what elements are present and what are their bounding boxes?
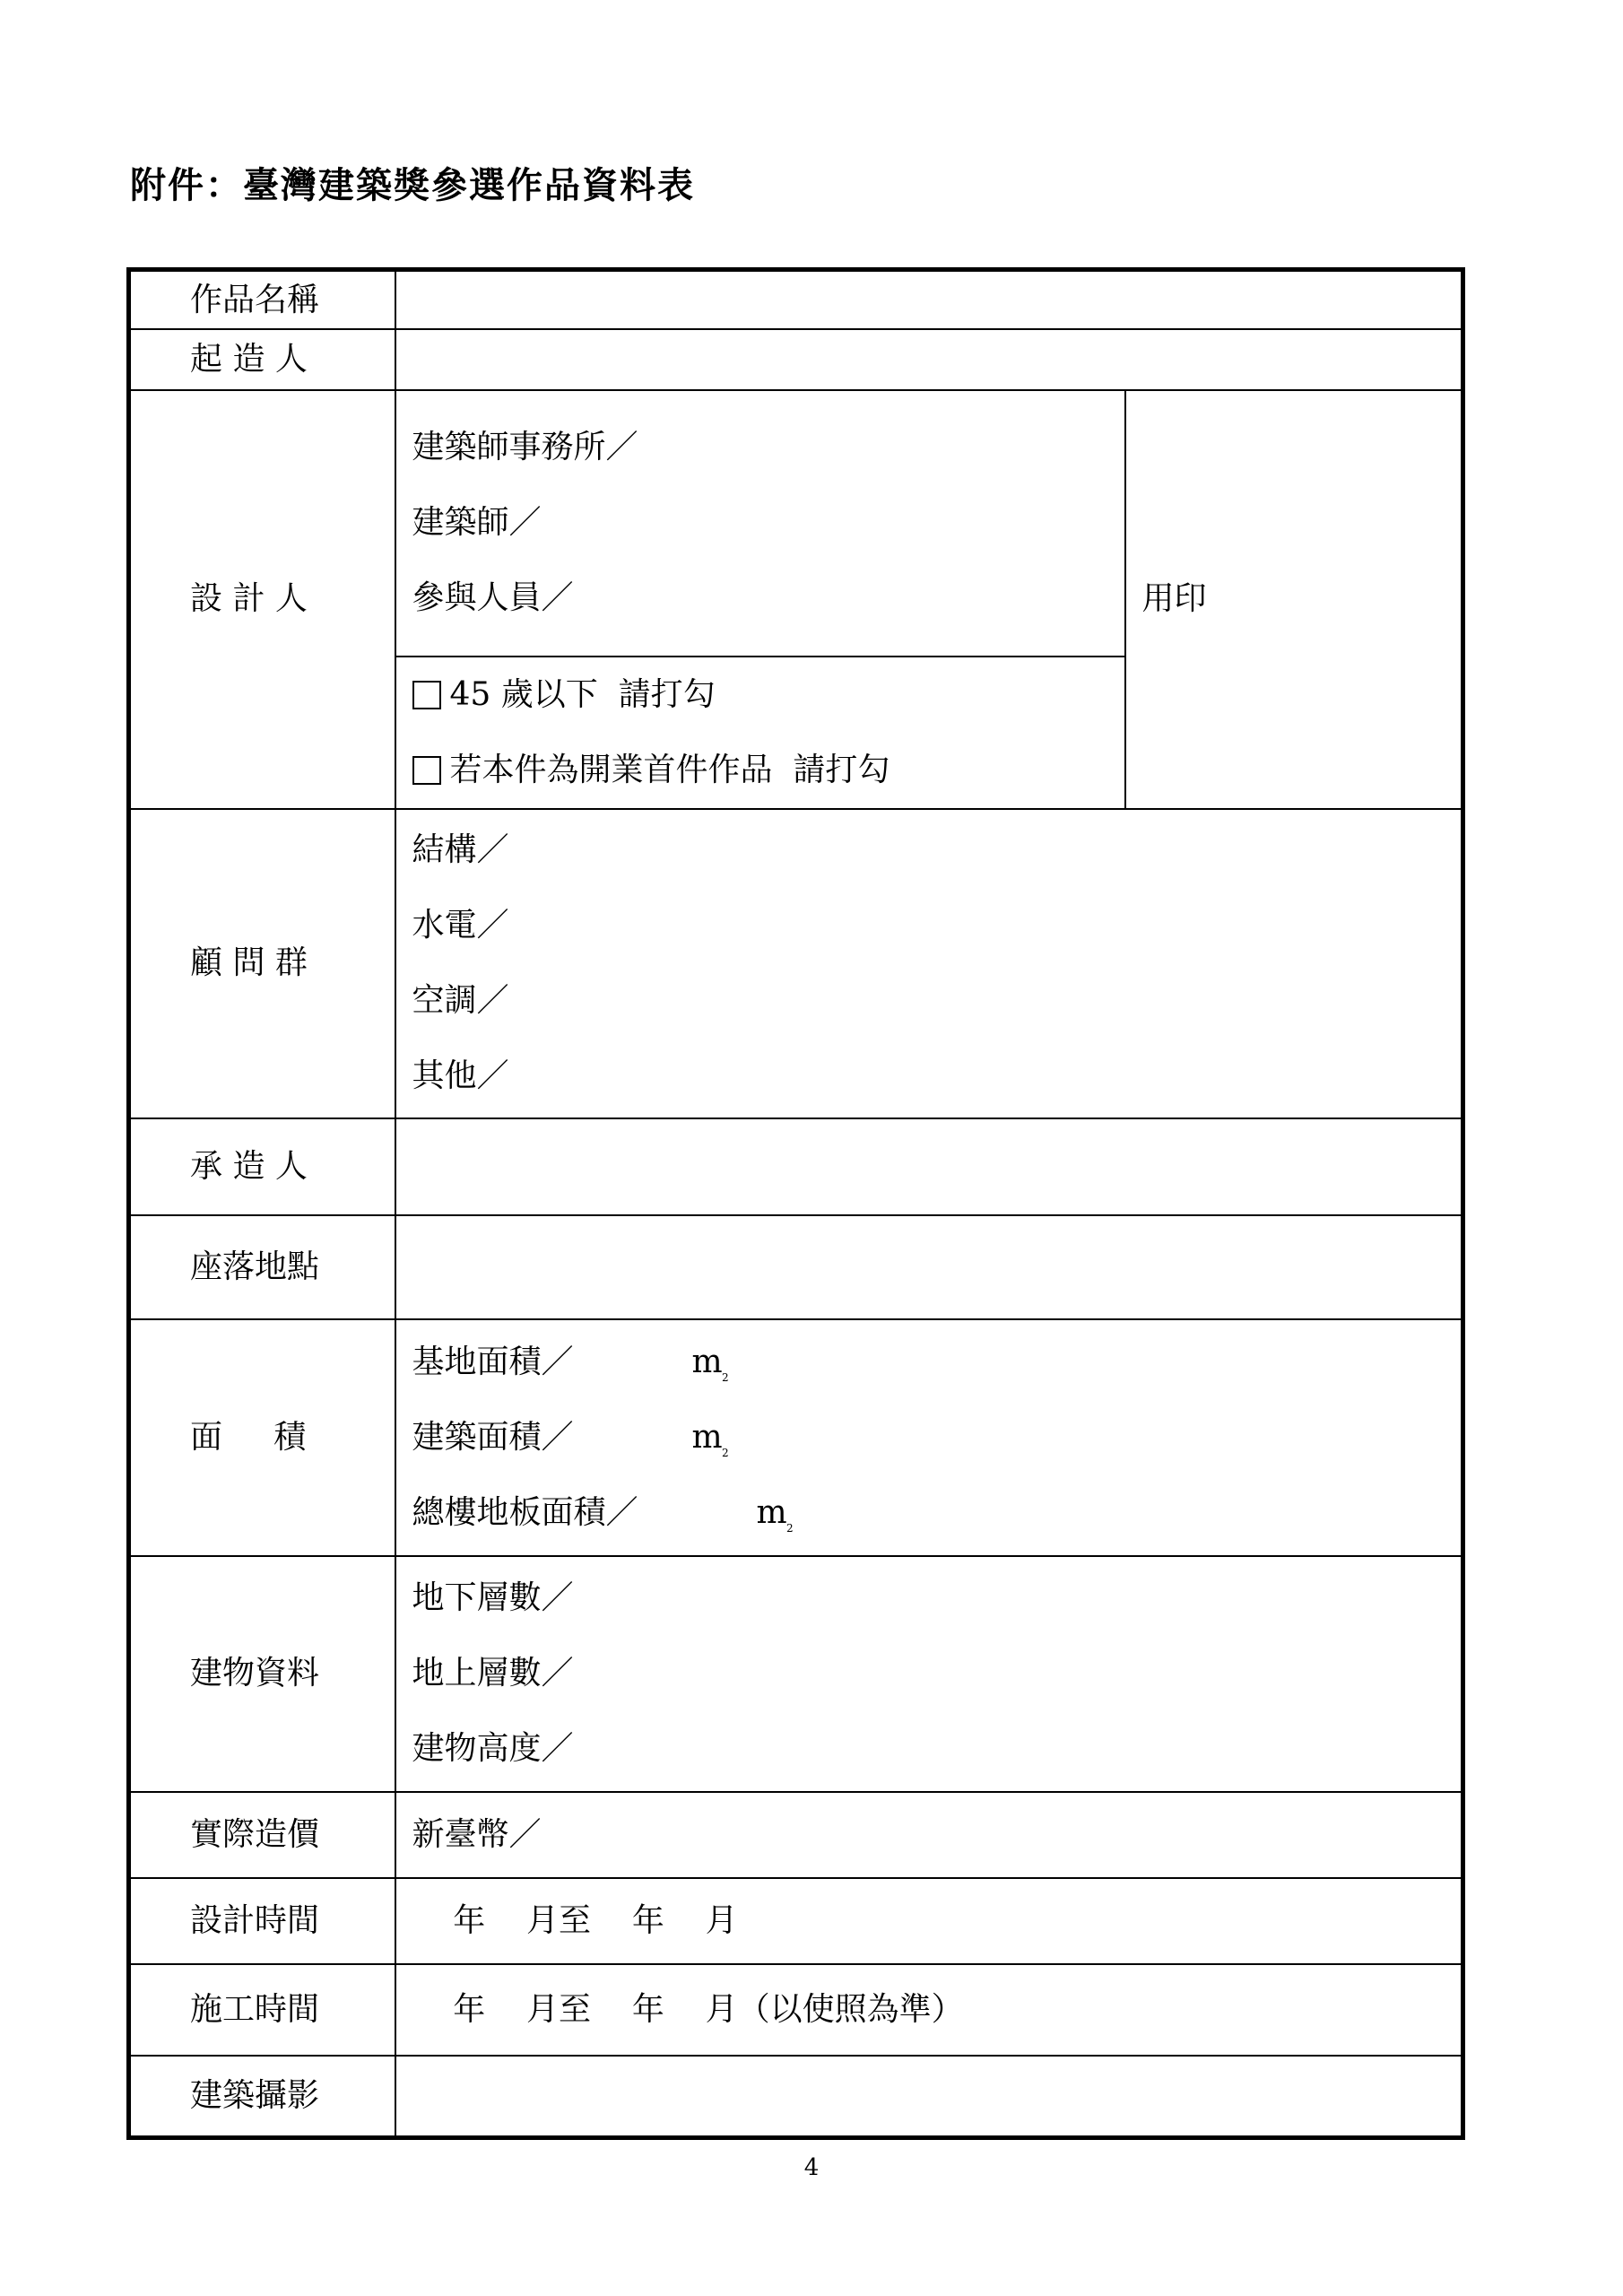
building-height-label: 建物高度／ xyxy=(412,1730,574,1767)
row-design-period xyxy=(129,1878,1463,1964)
row-building-info xyxy=(129,1556,1463,1792)
building-area-label: 建築面積／ xyxy=(412,1418,574,1456)
label-client: 起 造 人 xyxy=(129,329,395,390)
row-photographer xyxy=(129,2056,1463,2138)
design-period-text: 年 月至 年 月 xyxy=(412,1901,738,1939)
site-area-unit: m 2 xyxy=(691,1343,729,1384)
first-work-label: 若本件為開業首件作品 請打勾 xyxy=(449,751,890,788)
row-area xyxy=(129,1319,1463,1556)
label-contractor: 承 造 人 xyxy=(129,1118,395,1215)
row-designer xyxy=(129,390,1463,809)
designer-names-field[interactable] xyxy=(396,391,1125,657)
checkbox-row-under-45 xyxy=(412,657,1124,733)
row-location xyxy=(129,1215,1463,1319)
under-45-checkbox[interactable] xyxy=(412,681,441,709)
designer-architect-label: 建築師／ xyxy=(412,504,542,541)
label-consultants: 顧 問 群 xyxy=(129,809,395,1118)
page-number: 4 xyxy=(803,2154,820,2181)
construction-period-text: 年 月至 年 月（以使照為準） xyxy=(412,1990,964,2028)
row-work-name xyxy=(129,270,1463,329)
above-ground-floors-label: 地上層數／ xyxy=(412,1655,574,1692)
field-work-name[interactable] xyxy=(395,270,1463,329)
field-photographer[interactable] xyxy=(395,2056,1463,2138)
consultant-other-label: 其他／ xyxy=(412,1057,509,1094)
under-45-label: 45 歲以下 請打勾 xyxy=(449,675,716,713)
field-area[interactable] xyxy=(395,1319,1463,1556)
consultant-structure-label: 結構／ xyxy=(412,831,509,868)
total-floor-area-line xyxy=(412,1475,1462,1551)
label-actual-cost: 實際造價 xyxy=(129,1792,395,1878)
row-actual-cost xyxy=(129,1792,1463,1878)
label-work-name: 作品名稱 xyxy=(129,270,395,329)
field-location[interactable] xyxy=(395,1215,1463,1319)
label-building-info: 建物資料 xyxy=(129,1556,395,1792)
label-designer: 設 計 人 xyxy=(129,390,395,809)
field-design-period[interactable] xyxy=(395,1878,1463,1964)
consultant-mep-label: 水電／ xyxy=(412,907,509,944)
designer-participants-label: 參與人員／ xyxy=(412,579,574,616)
total-floor-area-unit: m 2 xyxy=(756,1493,794,1535)
label-design-period: 設計時間 xyxy=(129,1878,395,1964)
label-location: 座落地點 xyxy=(129,1215,395,1319)
total-floor-area-label: 總樓地板面積／ xyxy=(412,1493,638,1531)
first-work-checkbox[interactable] xyxy=(412,756,441,785)
designer-subtable xyxy=(396,391,1462,808)
field-building-info[interactable] xyxy=(395,1556,1463,1792)
building-area-unit: m 2 xyxy=(691,1418,729,1459)
entry-data-form xyxy=(126,267,1465,2140)
field-contractor[interactable] xyxy=(395,1118,1463,1215)
designer-cell xyxy=(395,390,1463,809)
checkbox-row-first-work xyxy=(412,733,1124,808)
label-construction-period: 施工時間 xyxy=(129,1964,395,2056)
label-area: 面 積 xyxy=(129,1319,395,1556)
building-area-line xyxy=(412,1400,1462,1475)
field-client[interactable] xyxy=(395,329,1463,390)
site-area-label: 基地面積／ xyxy=(412,1343,574,1380)
row-consultants xyxy=(129,809,1463,1118)
page-title: 附件：臺灣建築獎參選作品資料表 xyxy=(130,165,695,206)
row-client xyxy=(129,329,1463,390)
consultant-hvac-label: 空調／ xyxy=(412,982,509,1019)
field-consultants[interactable] xyxy=(395,809,1463,1118)
field-construction-period[interactable] xyxy=(395,1964,1463,2056)
label-photographer: 建築攝影 xyxy=(129,2056,395,2138)
seal-field[interactable] xyxy=(1125,391,1462,808)
basement-floors-label: 地下層數／ xyxy=(412,1579,574,1616)
designer-checkbox-group xyxy=(396,657,1125,808)
seal-label: 用印 xyxy=(1141,580,1207,618)
row-construction-period xyxy=(129,1964,1463,2056)
designer-firm-label: 建築師事務所／ xyxy=(412,429,638,465)
row-contractor xyxy=(129,1118,1463,1215)
currency-label: 新臺幣／ xyxy=(412,1815,542,1853)
field-actual-cost[interactable] xyxy=(395,1792,1463,1878)
site-area-line xyxy=(412,1325,1462,1400)
